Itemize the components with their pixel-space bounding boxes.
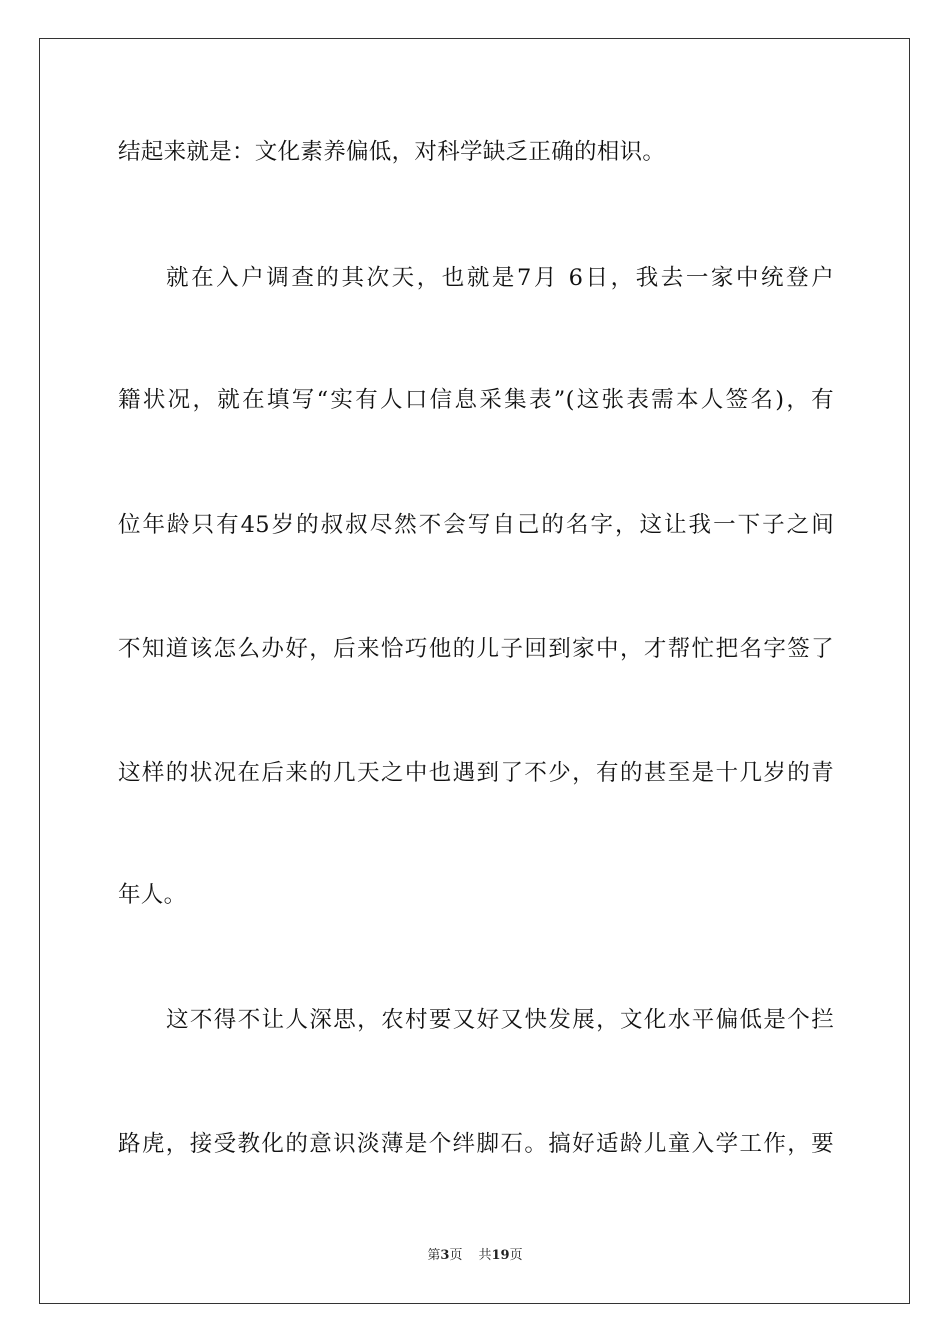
page-footer — [0, 1247, 950, 1265]
footer-page-prefix: 第 — [427, 1248, 441, 1263]
footer-page-suffix: 页 — [449, 1248, 463, 1263]
text-line-1: 结起来就是：文化素养偏低，对科学缺乏正确的相识。 — [118, 139, 666, 165]
text-line-2: 就在入户调查的其次天，也就是7月 6日，我去一家中统登户 — [166, 265, 834, 291]
text-line-4: 位年龄只有45岁的叔叔尽然不会写自己的名字，这让我一下子之间 — [118, 512, 834, 538]
footer-total-pages: 19 — [491, 1248, 510, 1263]
page-frame — [39, 38, 910, 1304]
footer-total-prefix: 共 — [478, 1248, 492, 1263]
text-line-8: 这不得不让人深思，农村要又好又快发展，文化水平偏低是个拦 — [166, 1007, 834, 1033]
text-line-5: 不知道该怎么办好，后来恰巧他的儿子回到家中，才帮忙把名字签了 — [118, 636, 834, 662]
text-line-9: 路虎，接受教化的意识淡薄是个绊脚石。搞好适龄儿童入学工作，要 — [118, 1131, 834, 1157]
footer-page-number: 3 — [440, 1248, 450, 1263]
text-line-6: 这样的状况在后来的几天之中也遇到了不少，有的甚至是十几岁的青 — [118, 760, 834, 786]
text-line-7: 年人。 — [118, 882, 187, 908]
footer-total-suffix: 页 — [509, 1248, 523, 1263]
text-line-3: 籍状况，就在填写“实有人口信息采集表”(这张表需本人签名)，有 — [118, 387, 834, 413]
